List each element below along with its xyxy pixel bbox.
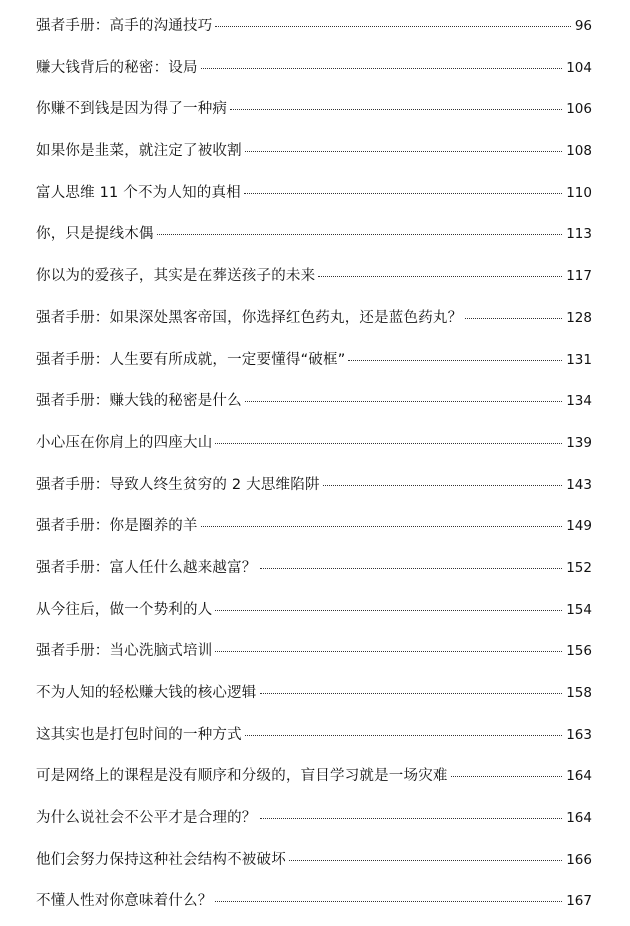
toc-dot-leader <box>260 692 563 694</box>
toc-entry-title: 可是网络上的课程是没有顺序和分级的，盲目学习就是一场灾难 <box>36 768 448 785</box>
toc-entry-title: 强者手册：高手的沟通技巧 <box>36 18 213 34</box>
toc-entry-title: 不为人知的轻松赚大钱的核心逻辑 <box>36 685 257 701</box>
toc-entry[interactable] <box>36 8 592 50</box>
toc-dot-leader <box>348 359 562 361</box>
toc-dot-leader <box>318 275 562 277</box>
toc-entry-title: 赚大钱背后的秘密：设局 <box>36 59 198 76</box>
toc-entry[interactable] <box>36 50 592 92</box>
toc-entry-page: 154 <box>566 601 592 618</box>
toc-entry[interactable] <box>36 175 592 217</box>
toc-entry[interactable] <box>36 216 592 258</box>
toc-entry-title: 强者手册：你是圈养的羊 <box>36 518 198 535</box>
toc-entry-title: 这其实也是打包时间的一种方式 <box>36 726 242 743</box>
toc-entry[interactable] <box>36 800 592 842</box>
toc-dot-leader <box>260 567 563 569</box>
toc-entry[interactable] <box>36 425 592 467</box>
toc-entry-title: 强者手册：赚大钱的秘密是什么 <box>36 393 242 410</box>
toc-entry[interactable] <box>36 592 592 634</box>
toc-dot-leader <box>465 317 562 319</box>
toc-entry-title: 强者手册：当心洗脑式培训 <box>36 643 213 660</box>
toc-entry-title: 强者手册：富人任什么越来越富？ <box>36 559 257 576</box>
toc-dot-leader <box>323 484 563 486</box>
toc-entry-page: 113 <box>566 226 592 243</box>
table-of-contents <box>36 8 592 925</box>
toc-entry[interactable] <box>36 675 592 717</box>
toc-entry-title: 为什么说社会不公平才是合理的？ <box>36 810 257 827</box>
toc-entry-page: 166 <box>566 851 592 868</box>
toc-dot-leader <box>245 150 562 152</box>
toc-entry-page: 134 <box>566 393 592 410</box>
toc-entry-page: 164 <box>566 768 592 785</box>
toc-entry-page: 128 <box>566 309 592 326</box>
toc-entry-title: 强者手册：导致人终生贫穷的 2 大思维陷阱 <box>36 476 320 493</box>
toc-dot-leader <box>289 859 562 861</box>
toc-entry[interactable] <box>36 883 592 925</box>
toc-dot-leader <box>201 525 563 527</box>
toc-entry-page: 156 <box>566 643 592 660</box>
toc-entry-page: 143 <box>566 476 592 493</box>
toc-entry[interactable] <box>36 717 592 759</box>
toc-dot-leader <box>215 650 562 652</box>
toc-entry-page: 167 <box>566 893 592 910</box>
toc-entry[interactable] <box>36 383 592 425</box>
toc-entry[interactable] <box>36 300 592 342</box>
toc-dot-leader <box>260 817 563 819</box>
toc-entry-title: 他们会努力保持这种社会结构不被破坏 <box>36 851 286 868</box>
toc-entry-page: 104 <box>566 59 592 76</box>
toc-dot-leader <box>245 400 562 402</box>
toc-entry-title: 强者手册：如果深处黑客帝国，你选择红色药丸，还是蓝色药丸？ <box>36 309 463 326</box>
toc-entry[interactable] <box>36 550 592 592</box>
toc-entry[interactable] <box>36 467 592 509</box>
toc-entry-page: 163 <box>566 726 592 743</box>
toc-entry[interactable] <box>36 342 592 384</box>
toc-entry-title: 你赚不到钱是因为得了一种病 <box>36 101 228 118</box>
toc-entry-page: 158 <box>566 685 592 701</box>
toc-entry-page: 131 <box>566 351 592 368</box>
toc-entry-page: 164 <box>566 810 592 827</box>
toc-dot-leader <box>230 108 562 110</box>
toc-entry-title: 你以为的爱孩子，其实是在葬送孩子的未来 <box>36 268 316 285</box>
toc-dot-leader <box>201 67 563 69</box>
toc-entry-page: 152 <box>566 559 592 576</box>
toc-dot-leader <box>215 609 562 611</box>
toc-dot-leader <box>215 25 570 27</box>
toc-entry-page: 108 <box>566 143 592 160</box>
toc-entry[interactable] <box>36 133 592 175</box>
toc-entry[interactable] <box>36 758 592 800</box>
toc-dot-leader <box>244 192 562 194</box>
toc-dot-leader <box>215 900 562 902</box>
toc-entry-page: 149 <box>566 518 592 535</box>
toc-entry-title: 富人思维 11 个不为人知的真相 <box>36 184 241 201</box>
toc-dot-leader <box>157 233 563 235</box>
toc-entry-page: 106 <box>566 101 592 118</box>
toc-entry-title: 小心压在你肩上的四座大山 <box>36 434 213 451</box>
toc-entry-title: 如果你是韭菜，就注定了被收割 <box>36 143 242 160</box>
toc-dot-leader <box>215 442 562 444</box>
toc-entry-title: 从今往后，做一个势利的人 <box>36 601 213 618</box>
toc-entry[interactable] <box>36 842 592 884</box>
toc-dot-leader <box>451 775 563 777</box>
toc-entry-page: 117 <box>566 268 592 285</box>
toc-entry-page: 96 <box>574 18 592 34</box>
toc-entry[interactable] <box>36 508 592 550</box>
toc-entry-title: 你，只是提线木偶 <box>36 226 154 243</box>
toc-entry-title: 强者手册：人生要有所成就，一定要懂得“破框” <box>36 351 346 368</box>
toc-entry-page: 139 <box>566 434 592 451</box>
toc-entry-title: 不懂人性对你意味着什么？ <box>36 893 213 910</box>
toc-entry-page: 110 <box>566 184 592 201</box>
toc-entry[interactable] <box>36 258 592 300</box>
toc-dot-leader <box>245 734 562 736</box>
toc-entry[interactable] <box>36 633 592 675</box>
toc-entry[interactable] <box>36 91 592 133</box>
